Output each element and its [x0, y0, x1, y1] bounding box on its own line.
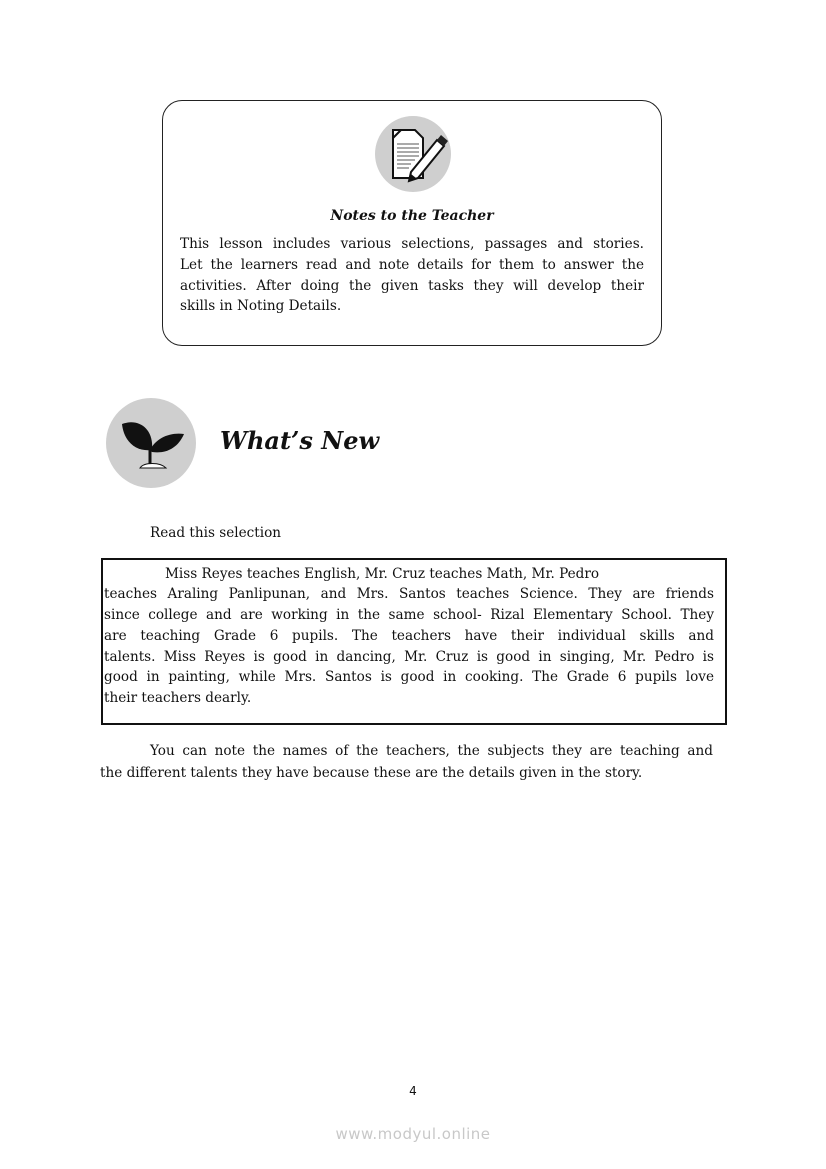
passage-line: good in painting, while Mrs. Santos is good in cooking. The Grade 6 pupils love: [104, 669, 714, 685]
passage-line: are teaching Grade 6 pupils. The teachers have their individual skills and: [104, 628, 714, 644]
passage-line: their teachers dearly.: [104, 690, 252, 706]
notes-line: This lesson includes various selections, passages and stories.: [180, 236, 644, 252]
passage-line: Miss Reyes teaches English, Mr. Cruz teaches Math, Mr. Pedro: [165, 566, 600, 582]
passage-line: since college and are working in the same school- Rizal Elementary School. They: [104, 607, 714, 623]
watermark: www.modyul.online: [335, 1125, 491, 1143]
passage-line: teaches Araling Panlipunan, and Mrs. Santos teaches Science. They are friends: [104, 586, 714, 602]
section-heading: What’s New: [220, 426, 380, 455]
instruction-text: Read this selection: [150, 525, 282, 541]
notes-title: Notes to the Teacher: [330, 208, 494, 224]
notes-line: Let the learners read and note details for them to answer the: [180, 257, 644, 273]
passage-line: talents. Miss Reyes is good in dancing, Mr. Cruz is good in singing, Mr. Pedro is: [104, 649, 714, 665]
notes-line: activities. After doing the given tasks they will develop their: [180, 278, 644, 294]
page-number: 4: [409, 1084, 417, 1098]
document-pencil-icon: [375, 116, 451, 192]
explanation-line: You can note the names of the teachers, the subjects they are teaching and: [150, 743, 713, 759]
notes-line: skills in Noting Details.: [180, 298, 342, 314]
plant-sprout-icon: [106, 398, 196, 488]
explanation-line: the different talents they have because these are the details given in the story.: [100, 765, 643, 781]
